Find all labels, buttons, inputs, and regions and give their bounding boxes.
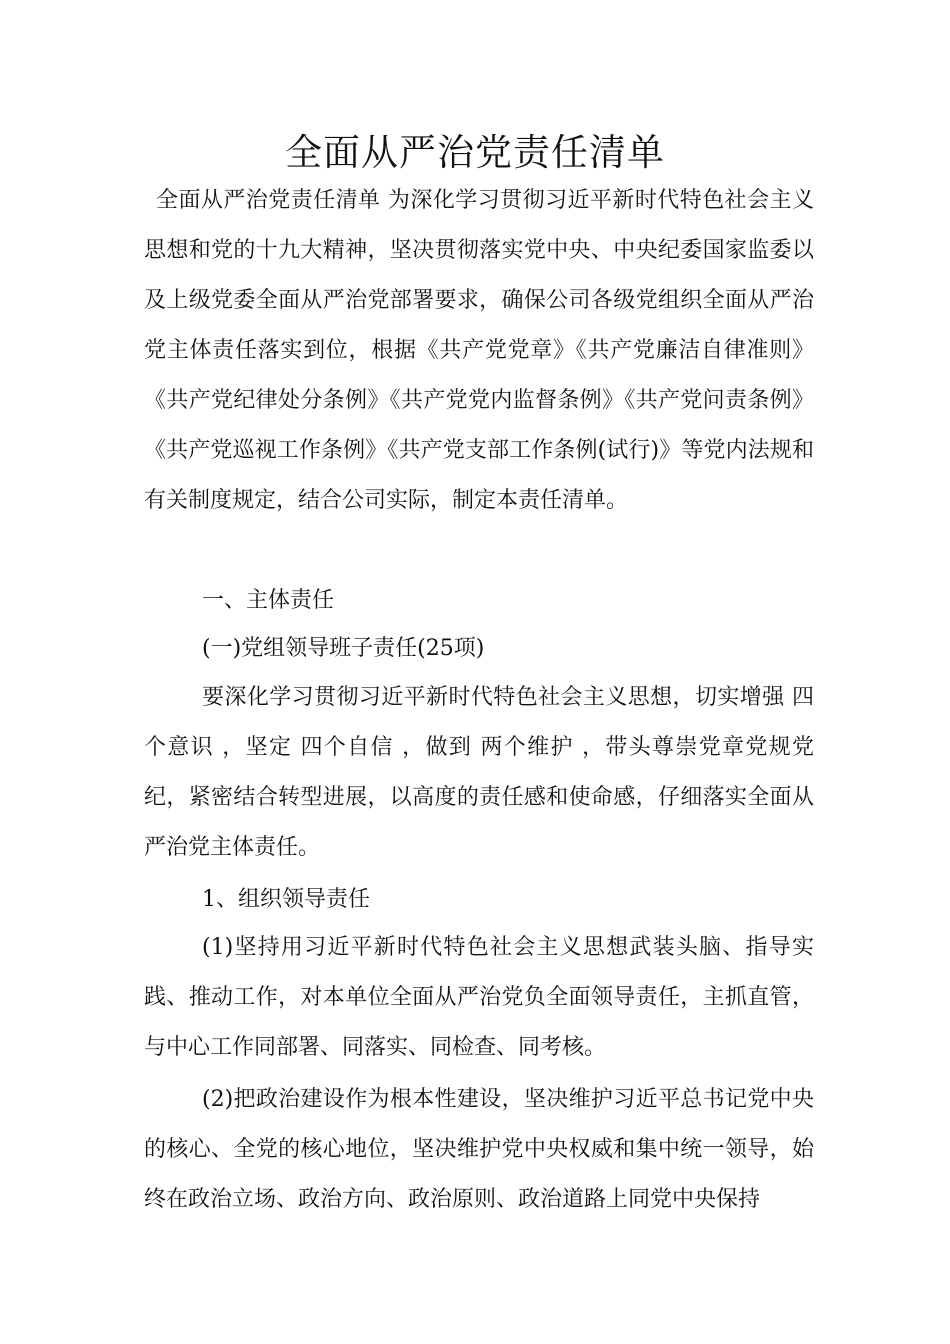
subsection-body-paragraph: 要深化学习贯彻习近平新时代特色社会主义思想，切实增强 四个意识 ，坚定 四个自信 ，做到 两个维护 ，带头尊崇党章党规党纪，紧密结合转型进展，以高度的责任感和使命感，仔细落实全面从严治党主体责任。: [144, 685, 814, 860]
list-item: (2)把政治建设作为根本性建设，坚决维护习近平总书记党中央的核心、全党的核心地位，坚决维护党中央权威和集中统一领导，始终在政治立场、政治方向、政治原则、政治道路上同党中央保持: [144, 1087, 814, 1212]
intro-paragraph: 全面从严治党责任清单 为深化学习贯彻习近平新时代特色社会主义思想和党的十九大精神，坚决贯彻落实党中央、中央纪委国家监委以及上级党委全面从严治党部署要求，确保公司各级党组织全面从严治党主体责任落实到位，根据《共产党党章》《共产党廉洁自律准则》《共产党纪律处分条例》《共产党党内监督条例》《共产党问责条例》《共产党巡视工作条例》《共产党支部工作条例(试行)》等党内法规和有关制度规定，结合公司实际，制定本责任清单。: [144, 188, 814, 513]
item-heading-organizational-leadership: 1、组织领导责任: [202, 887, 370, 912]
section-heading-main-responsibility: 一、主体责任: [202, 588, 335, 613]
list-item: (1)坚持用习近平新时代特色社会主义思想武装头脑、指导实践、推动工作，对本单位全面从严治党负全面领导责任，主抓直管，与中心工作同部署、同落实、同检查、同考核。: [144, 935, 814, 1060]
page-title: 全面从严治党责任清单: [285, 131, 665, 174]
subsection-heading-leadership-team: (一)党组领导班子责任(25项): [202, 636, 485, 661]
